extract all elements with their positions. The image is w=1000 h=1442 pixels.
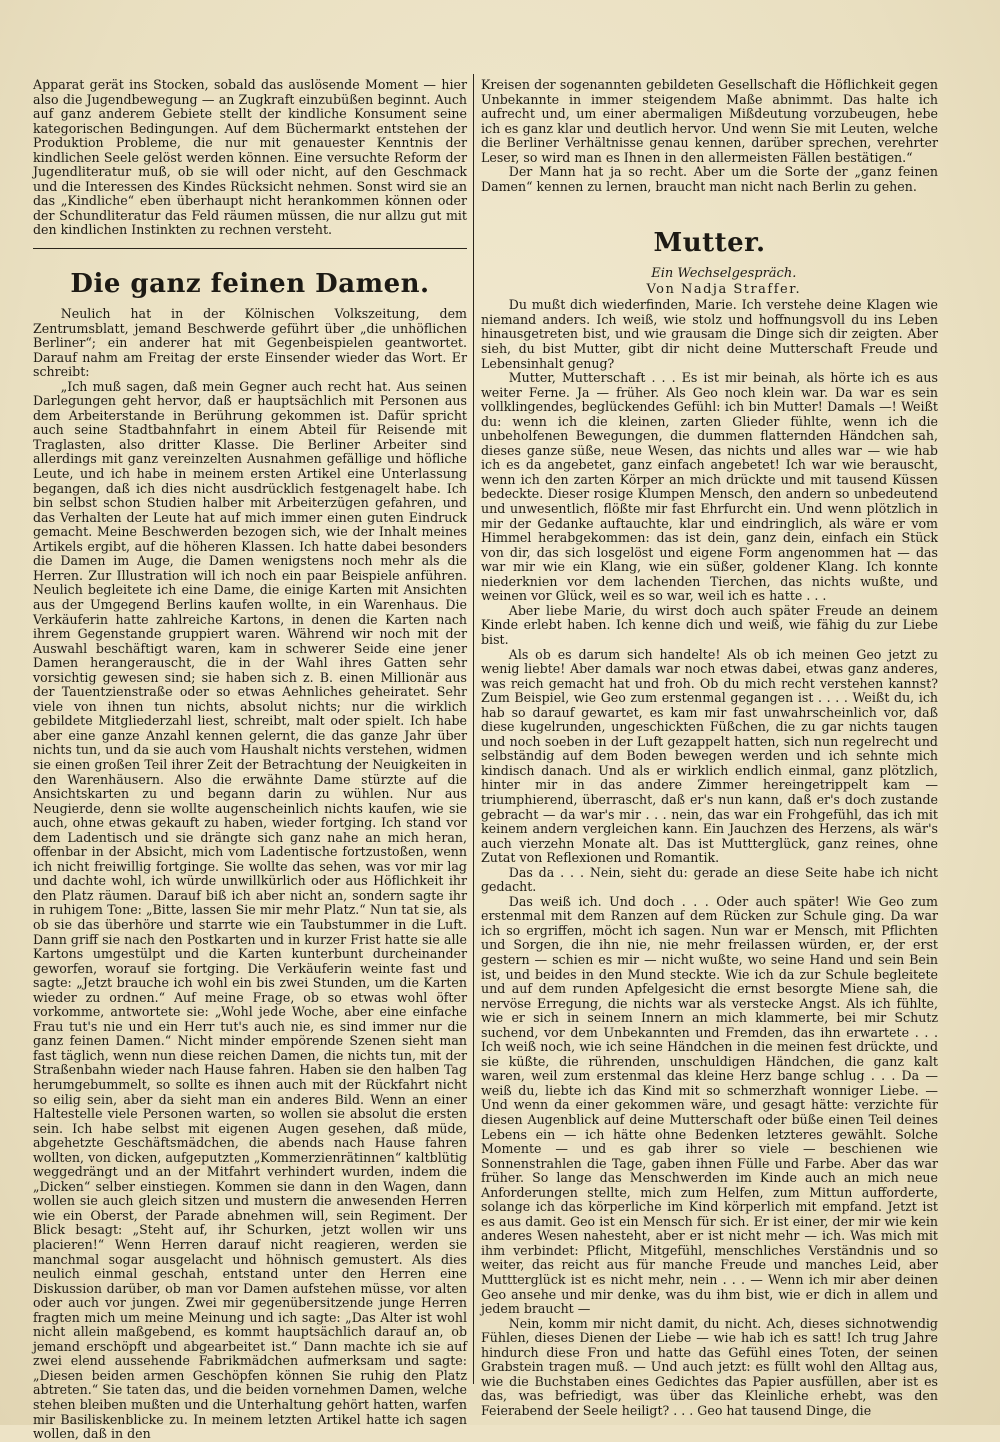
article-paragraph: Als ob es darum sich handelte! Als ob ich meinen Geo jetzt zu wenig liebte! Aber damals war noch etwas dabei, etwas ganz anderes, was reich gemacht hat und froh. Ob du mich recht verstehen kannst? Zum Beispiel, wie Geo zum erstenmal gegangen ist . . . . Weißt du, ich hab so darauf gewartet, es kam mir fast unwahrscheinlich vor, daß diese kugelrunden, ungeschickten Füßchen, die zu gar nichts taugen und noch soeben in der Luft gezappelt hatten, sich nun regelrecht und selbständig auf dem Boden bewegen werden und ich sehnte mich kindisch danach. Und als er wirklich endlich einmal, ganz plötzlich, hinter mir in das andere Zimmer hereingetrippelt kam — triumphierend, überrascht, daß er's nun kann, daß er's doch zustande gebracht — da war's mir . . . nein, das war ein Frohgefühl, das ich mit keinem andern vergleichen kann. Ein Jauchzen des Herzens, als wär's auch vierzehn Monate alt. Das ist Muttterglück, ganz reines, ohne Zutat von Reflexionen und Romantik. [481, 646, 938, 866]
article-paragraph: Du mußt dich wiederfinden, Marie. Ich verstehe deine Klagen wie niemand anders. Ich weiß, wie stolz und hoffnungsvoll du ins Leben hinausgetreten bist, und wie grausam die Dinge sich dir zeigten. Aber sieh, du bist Mutter, gibt dir nicht deine Mutterschaft Freude und Lebensinhalt genug? [481, 297, 938, 371]
article-paragraph: Das weiß ich. Und doch . . . Oder auch später! Wie Geo zum erstenmal mit dem Ranzen auf dem Rücken zur Schule ging. Da war ich so ergriffen, möcht ich sagen. Nun war er Mensch, mit Pflichten und Sorgen, die ihn nie, nie mehr freilassen würden, er, der erst gestern — schien es mir — nicht wußte, wo seine Hand und sein Bein ist, und beides in den Mund steckte. Wie ich da zur Schule begleitete und auf dem runden Apfelgesicht die ernst besorgte Miene sah, die nervöse Erregung, die nichts war als verstecke Angst. Als ich fühlte, wie er sich in seinem Innern an mich klammerte, bei mir Schutz suchend, vor dem Unbekannten und Fremden, das ihn erwartete . . . Ich weiß noch, wie ich seine Händchen in die meinen fest drückte, und sie küßte, die rührenden, unschuldigen Händchen, die ganz kalt waren, weil zum erstenmal das kleine Herz bange schlug . . . Da — weiß du, liebte ich das Kind mit so schmerzhaft wonniger Liebe. — Und wenn da einer gekommen wäre, und gesagt hätte: verzichte für diesen Augenblick auf deine Mutterschaft oder büße einen Teil deines Lebens ein — ich hätte ohne Bedenken letzteres gewählt. Solche Momente — und es gab ihrer so viele — beschienen wie Sonnenstrahlen die Tage, gaben ihnen Fülle und Farbe. Aber das war früher. So lange das Menschwerden im Kinde auch an mich neue Anforderungen stellte, mich zum Helfen, zum Mittun aufforderte, solange ich das körperliche im Kind körperlich mit empfand. Jetzt ist es aus damit. Geo ist ein Mensch für sich. Er ist einer, der mir wie kein anderes Wesen nahesteht, aber er ist nicht mehr — ich. Was mich mit ihm verbindet: Pflicht, Mitgefühl, menschliches Verständnis und so weiter, das reicht aus für manche Freude und manches Leid, aber Muttterglück ist es nicht mehr, nein . . . — Wenn ich mir aber deinen Geo ansehe und mir denke, was du ihm bist, wie er dich in allem und jedem braucht — [481, 893, 938, 1317]
article-title-feinen-damen: Die ganz feinen Damen. [70, 269, 430, 300]
right-column [481, 77, 938, 1418]
article-byline: Von Nadja Straffer. [646, 282, 802, 298]
column-divider [473, 74, 474, 1384]
article-paragraph: Nein, komm mir nicht damit, du nicht. Ach, dieses sichnotwendig Fühlen, dieses Dienen der Liebe — wie hab ich es satt! Ich trug Jahre hindurch diese Fron und hatte das Gefühl eines Toten, der seinen Grabstein tragen muß. — Und auch jetzt: es füllt wohl den Alltag aus, wie die Buchstaben eines Gedichtes das Papier ausfüllen, aber ist es das, was befriedigt, was über das Kleinliche erhebt, was den Feierabend der Seele heiligt? . . . Geo hat tausend Dinge, die [481, 1315, 938, 1418]
article-paragraph: Neulich hat in der Kölnischen Volkszeitung, dem Zentrumsblatt, jemand Beschwerde geführt über „die unhöflichen Berliner“; ein anderer hat mit Gegenbeispielen geantwortet. Darauf nahm am Freitag der erste Einsender wieder das Wort. Er schreibt: [33, 306, 467, 380]
article-paragraph: Mutter, Mutterschaft . . . Es ist mir beinah, als hörte ich es aus weiter Ferne. Ja — früher. Als Geo noch klein war. Da war es sein vollklingendes, beglückendes Gefühl: ich bin Mutter! Damals —! Weißt du: wenn ich die kleinen, zarten Glieder fühlte, wenn ich die unbeholfenen Bewegungen, die dummen flatternden Händchen sah, dieses ganze süße, neue Wesen, das nichts und alles war — wie hab ich es da angebetet, ganz einfach angebetet! Ich war wie berauscht, wenn ich den zarten Körper an mich drückte und mit tausend Küssen bedeckte. Dieser rosige Klumpen Mensch, den andern so unbedeutend und unwesentlich, flößte mir fast Ehrfurcht ein. Und wenn plötzlich in mir der Gedanke auftauchte, klar und eindringlich, als wäre er vom Himmel herabgekommen: das ist dein, ganz dein, einfach ein Stück von dir, das sich losgelöst und eigene Form angenommen hat — das war mir wie ein Klang, wie ein süßer, goldener Klang. Ich konnte niederknien vor dem lachenden Tierchen, das nichts wußte, und weinen vor Glück, weil es so war, weil ich es hatte . . . [481, 370, 938, 604]
article-subtitle: Ein Wechselgespräch. [651, 266, 797, 282]
section-divider [33, 248, 467, 249]
continued-paragraph: Apparat gerät ins Stocken, sobald das auslösende Moment — hier also die Jugendbewegung — an Zugkraft einzubüßen beginnt. Auch auf ganz anderem Gebiete stellt der kindliche Konsument seine kategorischen Bedingungen. Auf dem Büchermarkt entstehen der Produktion Probleme, die nur mit genauester Kenntnis der kindlichen Seele gelöst werden können. Eine versuchte Reform der Jugendliteratur muß, ob sie will oder nicht, auf den Geschmack und die Interessen des Kindes Rücksicht nehmen. Sonst wird sie an das „Kindliche“ eben überhaupt nicht herankommen können oder der Schundliteratur das Feld räumen müssen, die nur allzu gut mit den kindlichen Instinkten zu rechnen versteht. [33, 77, 467, 238]
article-paragraph: Das da . . . Nein, sieht du: gerade an diese Seite habe ich nicht gedacht. [481, 864, 938, 895]
continued-paragraph: Kreisen der sogenannten gebildeten Gesellschaft die Höflichkeit gegen Unbekannte in immer steigendem Maße abnimmt. Das halte ich aufrecht und, um einer abermaligen Mißdeutung vorzubeugen, hebe ich es ganz klar und deutlich hervor. Und wenn Sie mit Leuten, welche die Berliner Verhältnisse genau kennen, darüber sprechen, verehrter Leser, so wird man es Ihnen in den allermeisten Fällen bestätigen.“ [481, 77, 938, 165]
article-paragraph: „Ich muß sagen, daß mein Gegner auch recht hat. Aus seinen Darlegungen geht hervor, daß er hauptsächlich mit Personen aus dem Arbeiterstande in Berührung gekommen ist. Dafür spricht auch seine Stadtbahnfahrt in einem Abteil für Reisende mit Traglasten, also dritter Klasse. Die Berliner Arbeiter sind allerdings mit ganz vereinzelten Ausnahmen gefällige und höfliche Leute, und ich habe in meinem ersten Artikel eine Unterlassung begangen, daß ich dies nicht ausdrücklich festgenagelt habe. Ich bin selbst schon Studien halber mit Arbeiterzügen gefahren, und das Verhalten der Leute hat auf mich immer einen guten Eindruck gemacht. Meine Beschwerden bezogen sich, wie der Inhalt meines Artikels ergibt, auf die höheren Klassen. Ich hatte dabei besonders die Damen im Auge, die Damen wenigstens noch mehr als die Herren. Zur Illustration will ich noch ein paar Beispiele anführen. Neulich begleitete ich eine Dame, die einige Karten mit Ansichten aus der Umgegend Berlins kaufen wollte, in ein Warenhaus. Die Verkäuferin hatte zahlreiche Kartons, in denen die Karten nach ihrem Gegenstande gruppiert waren. Während wir noch mit der Auswahl beschäftigt waren, kam in schwerer Seide eine jener Damen herangerauscht, die in der Wahl ihres Gatten sehr vorsichtig gewesen sind; sie haben sich z. B. einen Millionär aus der Tauentzienstraße oder so etwas Aehnliches geheiratet. Sehr viele von ihnen tun nichts, absolut nichts; nur die wirklich gebildete Mitgliederzahl liest, schreibt, malt oder spielt. Ich habe aber eine ganze Anzahl kennen gelernt, die das ganze Jahr über nichts tun, und da sie auch vom Haushalt nichts verstehen, widmen sie einen großen Teil ihrer Zeit der Betrachtung der Neuigkeiten in den Warenhäusern. Also die erwähnte Dame stürzte auf die Ansichtskarten zu und begann darin zu wühlen. Nur aus Neugierde, denn sie wollte augenscheinlich nichts kaufen, wie sie auch, ohne etwas gekauft zu haben, wieder fortging. Ich stand vor dem Ladentisch und sie drängte sich ganz nahe an mich heran, offenbar in der Absicht, mich vom Ladentische fortzustoßen, wenn ich nicht freiwillig fortginge. Sie wollte das sehen, was vor mir lag und dachte wohl, ich würde unwillkürlich oder aus Höflichkeit ihr den Platz räumen. Darauf biß ich aber nicht an, sondern sagte ihr in ruhigem Tone: „Bitte, lassen Sie mir mehr Platz.“ Nun tat sie, als ob sie das überhöre und starrte wie ein Taubstummer in die Luft. Dann griff sie nach den Postkarten und in kurzer Frist hatte sie alle Kartons umgestülpt und die Karten kunterbunt durcheinander geworfen, worauf sie fortging. Die Verkäuferin weinte fast und sagte: „Jetzt brauche ich wohl ein bis zwei Stunden, um die Karten wieder zu ordnen.“ Auf meine Frage, ob so etwas wohl öfter vorkomme, antwortete sie: „Wohl jede Woche, aber eine einfache Frau tut's nie und ein Herr tut's auch nie, es sind immer nur die ganz feinen Damen.“ Nicht minder empörende Szenen sieht man fast täglich, wenn nun diese reichen Damen, die nichts tun, mit der Straßenbahn wieder nach Hause fahren. Haben sie den halben Tag herumgebummelt, so sollte es ihnen auch mit der Rückfahrt nicht so eilig sein, aber da sieht man ein anderes Bild. Wenn an einer Haltestelle viele Personen warten, so wollen sie absolut die ersten sein. Ich habe selbst mit eigenen Augen gesehen, daß müde, abgehetzte Geschäftsmädchen, die abends nach Hause fahren wollten, von dicken, aufgeputzten „Kommerzienrätinnen“ kaltblütig weggedrängt und an der Mitfahrt verhindert wurden, indem die „Dicken“ selber einstiegen. Kommen sie dann in den Wagen, dann wollen sie auch gleich sitzen und mustern die anwesenden Herren wie ein Oberst, der Parade abnehmen will, sein Regiment. Der Blick besagt: „Steht auf, ihr Schurken, jetzt wollen wir uns placieren!“ Wenn Herren darauf nicht reagieren, werden sie manchmal sogar ausgelacht und höhnisch gemustert. Als dies neulich einmal geschah, entstand unter den Herren eine Diskussion darüber, ob man vor Damen aufstehen müsse, vor alten oder auch vor jungen. Zwei mir gegenübersitzende junge Herren fragten mich um meine Meinung und ich sagte: „Das Alter ist wohl nicht allein maßgebend, es kommt hauptsächlich darauf an, ob jemand erschöpft und abgearbeitet ist.“ Dann machte ich sie auf zwei elend aussehende Fabrikmädchen aufmerksam und sagte: „Diesen beiden armen Geschöpfen können Sie ruhig den Platz abtreten.“ Sie taten das, und die beiden vornehmen Damen, welche stehen bleiben mußten und die Unterhaltung gehört hatten, warfen mir Basiliskenblicke zu. In meinem letzten Artikel hatte ich sagen wollen, daß in den [33, 378, 467, 1442]
left-column [33, 77, 467, 1442]
article-paragraph: Aber liebe Marie, du wirst doch auch später Freude an deinem Kinde erlebt haben. Ich kenne dich und weiß, wie fähig du zur Liebe bist. [481, 602, 938, 647]
article-title-mutter: Mutter. [653, 228, 766, 259]
closing-paragraph: Der Mann hat ja so recht. Aber um die Sorte der „ganz feinen Damen“ kennen zu lernen, braucht man nicht nach Berlin zu gehen. [481, 164, 938, 194]
